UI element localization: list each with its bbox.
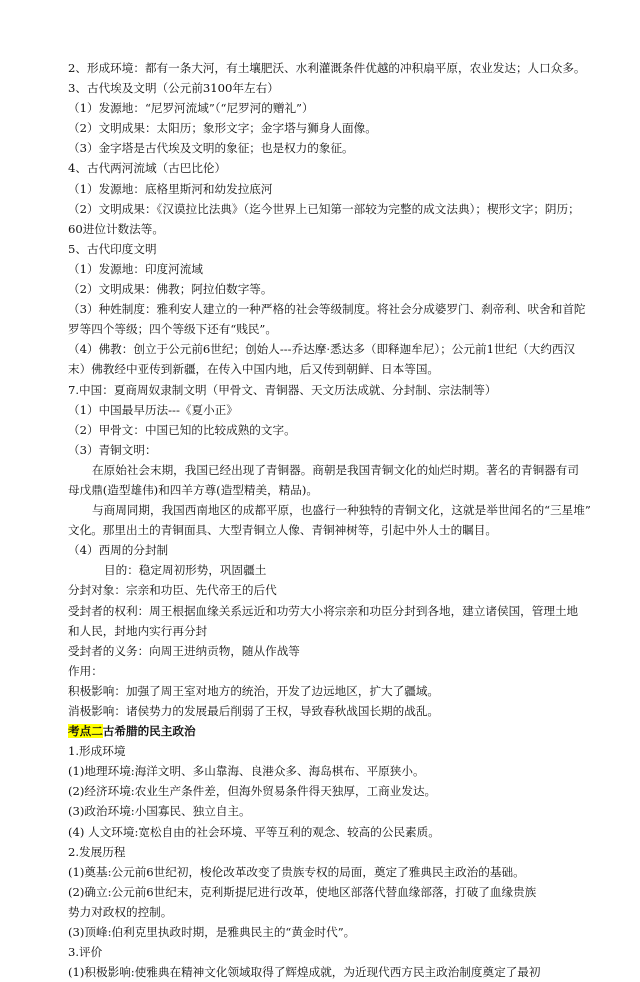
text-line: （1）发源地：“尼罗河流域”（“尼罗河的赠礼”） — [68, 101, 314, 116]
section-heading: 3、古代埃及文明（公元前3100年左右） — [68, 81, 279, 96]
text-line: （2）文明成果：太阳历；象形文字；金字塔与狮身人面像。 — [68, 121, 377, 136]
text-line: (1)积极影响:使雅典在精神文化领域取得了辉煌成就，为近现代西方民主政治制度奠定了最初 — [68, 965, 541, 980]
text-line: （4）西周的分封制 — [68, 543, 169, 558]
text-line: 作用： — [68, 663, 103, 678]
text-line: （2）文明成果：佛教；阿拉伯数字等。 — [68, 282, 273, 297]
text-line: （2）文明成果：《汉谟拉比法典》（迄今世界上已知第一部较为完整的成文法典）；楔形文字；阴历； — [68, 201, 580, 216]
text-line: 势力对政权的控制。 — [68, 904, 173, 919]
text-line: 分封对象：宗亲和功臣、先代帝王的后代 — [68, 583, 277, 598]
text-line: 受封者的义务：向周王进纳贡物，随从作战等 — [68, 643, 300, 658]
text-line: （1）发源地：印度河流域 — [68, 261, 203, 276]
text-line: （2）甲骨文：中国已知的比较成熟的文字。 — [68, 422, 296, 437]
text-line: 60进位计数法等。 — [68, 221, 164, 236]
text-line: (1)地理环境:海洋文明、多山靠海、良港众多、海岛棋布、平原狭小。 — [68, 764, 425, 779]
text-line: (1)奠基:公元前6世纪初，梭伦改革改变了贵族专权的局面，奠定了雅典民主政治的基础。 — [68, 864, 525, 879]
text-line: （1）发源地：底格里斯河和幼发拉底河 — [68, 181, 273, 196]
text-line: 和人民，封地内实行再分封 — [68, 623, 208, 638]
text-line: (2)经济环境:农业生产条件差，但海外贸易条件得天独厚，工商业发达。 — [68, 784, 437, 799]
document-page — [68, 58, 591, 982]
topic-title: 古希腊的民主政治 — [102, 724, 196, 739]
topic-label: 考点二 — [68, 724, 103, 739]
text-line: 文化。那里出土的青铜面具、大型青铜立人像、青铜神树等，引起中外人士的瞩目。 — [68, 523, 497, 538]
section-heading: 7.中国：夏商周奴隶制文明（甲骨文、青铜器、天文历法成就、分封制、宗法制等） — [68, 382, 497, 397]
text-line: （1）中国最早历法---《夏小正》 — [68, 402, 238, 417]
text-line: 罗等四个等级；四个等级下还有“贱民”。 — [68, 322, 277, 337]
text-line: 末）佛教经中亚传到新疆，在传入中国内地，后又传到朝鲜、日本等国。 — [68, 362, 440, 377]
text-line: （3）金字塔是古代埃及文明的象征；也是权力的象征。 — [68, 141, 354, 156]
text-line: （4）佛教：创立于公元前6世纪；创始人---乔达摩·悉达多（即释迦牟尼）；公元前1世纪（大约西汉 — [68, 342, 576, 357]
text-line: 与商周同期，我国西南地区的成都平原，也盛行一种独特的青铜文化，这就是举世闻名的“三星堆” — [92, 503, 591, 518]
section-heading: 5、古代印度文明 — [68, 241, 157, 256]
text-line: 母戊鼎(造型雄伟)和四羊方尊(造型精美，精品)。 — [68, 482, 318, 497]
text-line: 在原始社会末期，我国已经出现了青铜器。商朝是我国青铜文化的灿烂时期。著名的青铜器有司 — [92, 462, 579, 477]
text-line: (3)顶峰:伯利克里执政时期，是雅典民主的“黄金时代”。 — [68, 925, 356, 940]
section-heading: 1.形成环境 — [68, 744, 126, 759]
text-line: (3)政治环境:小国寡民、独立自主。 — [68, 804, 251, 819]
text-line: 受封者的权利：周王根据血缘关系远近和功劳大小将宗亲和功臣分封到各地，建立诸侯国，管理土地 — [68, 603, 579, 618]
text-line: （3）青铜文明： — [68, 442, 157, 457]
text-line: (2)确立:公元前6世纪末，克利斯提尼进行改革，使地区部落代替血缘部落，打破了血缘贵族 — [68, 884, 537, 899]
text-line: 目的：稳定周初形势，巩固疆土 — [104, 563, 267, 578]
topic-heading — [68, 721, 588, 741]
section-heading: 4、古代两河流域（古巴比伦） — [68, 161, 227, 176]
text-line: 2、形成环境：都有一条大河，有土壤肥沃、水利灌溉条件优越的冲积扇平原，农业发达；人口众多。 — [68, 61, 586, 75]
text-line: （3）种姓制度：雅利安人建立的一种严格的社会等级制度。将社会分成婆罗门、刹帝利、吠舍和首陀 — [68, 302, 586, 317]
text-line: 消极影响：诸侯势力的发展最后削弱了王权，导致春秋战国长期的战乱。 — [68, 704, 440, 718]
section-heading: 2.发展历程 — [68, 844, 126, 859]
section-heading: 3.评价 — [68, 945, 103, 960]
text-line: (4) 人文环境:宽松自由的社会环境、平等互利的观念、较高的公民素质。 — [68, 824, 440, 839]
text-line: 积极影响：加强了周王室对地方的统治，开发了边远地区，扩大了疆域。 — [68, 683, 440, 698]
